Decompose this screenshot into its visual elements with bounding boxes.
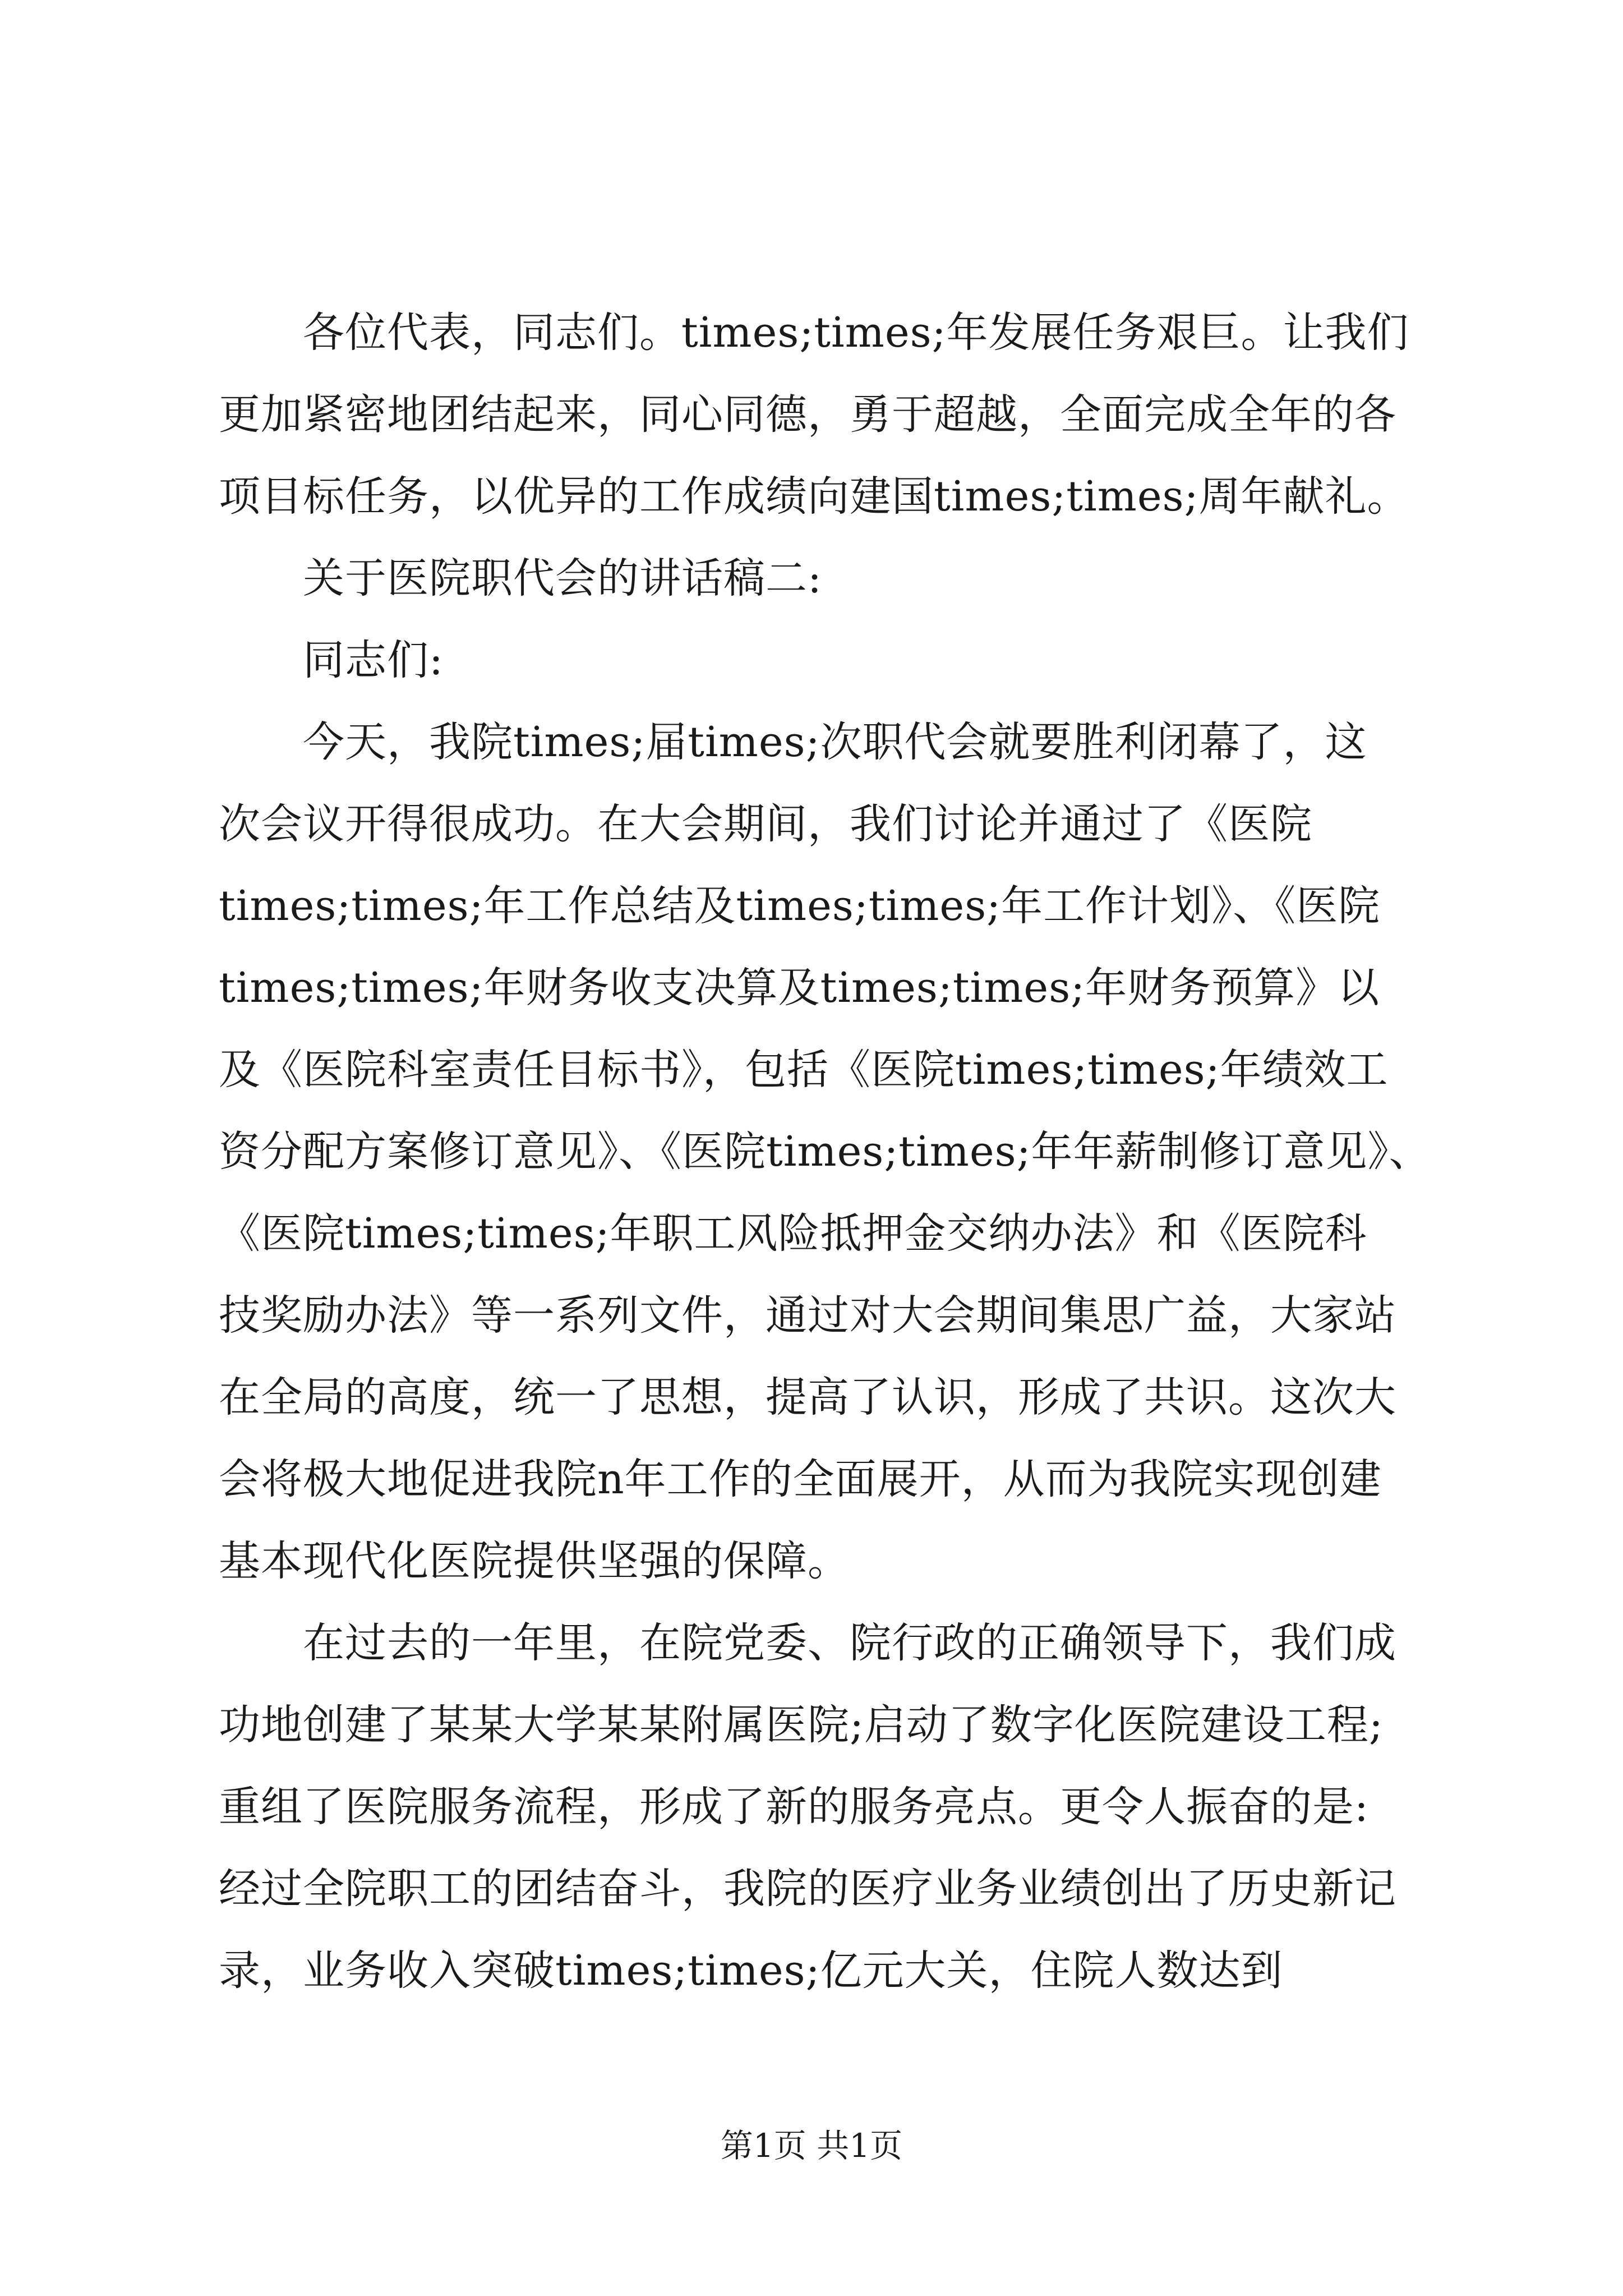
text-line: 基本现代化医院提供坚强的保障。 [219, 1537, 850, 1585]
text-line: 功地创建了某某大学某某附属医院;启动了数字化医院建设工程; [219, 1701, 1384, 1749]
text-line: 各位代表，同志们。times;times;年发展任务艰巨。让我们 [303, 309, 1409, 357]
text-line: times;times;年财务收支决算及times;times;年财务预算》以 [219, 964, 1380, 1012]
text-line: 技奖励办法》等一系列文件，通过对大会期间集思广益，大家站 [219, 1291, 1396, 1340]
text-line: 在全局的高度，统一了思想，提高了认识，形成了共识。这次大 [219, 1373, 1396, 1421]
text-line: 今天，我院times;届times;次职代会就要胜利闭幕了，这 [303, 718, 1367, 766]
page-footer: 第1页 共1页 [720, 2127, 903, 2165]
salutation: 同志们: [303, 636, 444, 684]
text-line: 录，业务收入突破times;times;亿元大关，住院人数达到 [219, 1947, 1283, 1995]
text-line: 会将极大地促进我院n年工作的全面展开，从而为我院实现创建 [219, 1455, 1382, 1503]
text-line: 《医院times;times;年职工风险抵押金交纳办法》和《医院科 [219, 1209, 1367, 1258]
text-line: 次会议开得很成功。在大会期间，我们讨论并通过了《医院 [219, 800, 1312, 848]
text-line: 经过全院职工的团结奋斗，我院的医疗业务业绩创出了历史新记 [219, 1865, 1396, 1913]
text-line: 重组了医院服务流程，形成了新的服务亮点。更令人振奋的是: [219, 1783, 1369, 1831]
document-body [219, 292, 1441, 2012]
text-line: 更加紧密地团结起来，同心同德，勇于超越，全面完成全年的各 [219, 390, 1396, 439]
text-line: times;times;年工作总结及times;times;年工作计划》、《医院 [219, 882, 1381, 930]
text-line: 项目标任务，以优异的工作成绩向建国times;times;周年献礼。 [219, 472, 1409, 521]
text-line: 在过去的一年里，在院党委、院行政的正确领导下，我们成 [303, 1619, 1396, 1667]
section-heading: 关于医院职代会的讲话稿二: [303, 554, 822, 602]
text-line: 及《医院科室责任目标书》，包括《医院times;times;年绩效工 [219, 1046, 1389, 1094]
text-line: 资分配方案修订意见》、《医院times;times;年年薪制修订意见》、 [219, 1128, 1431, 1176]
